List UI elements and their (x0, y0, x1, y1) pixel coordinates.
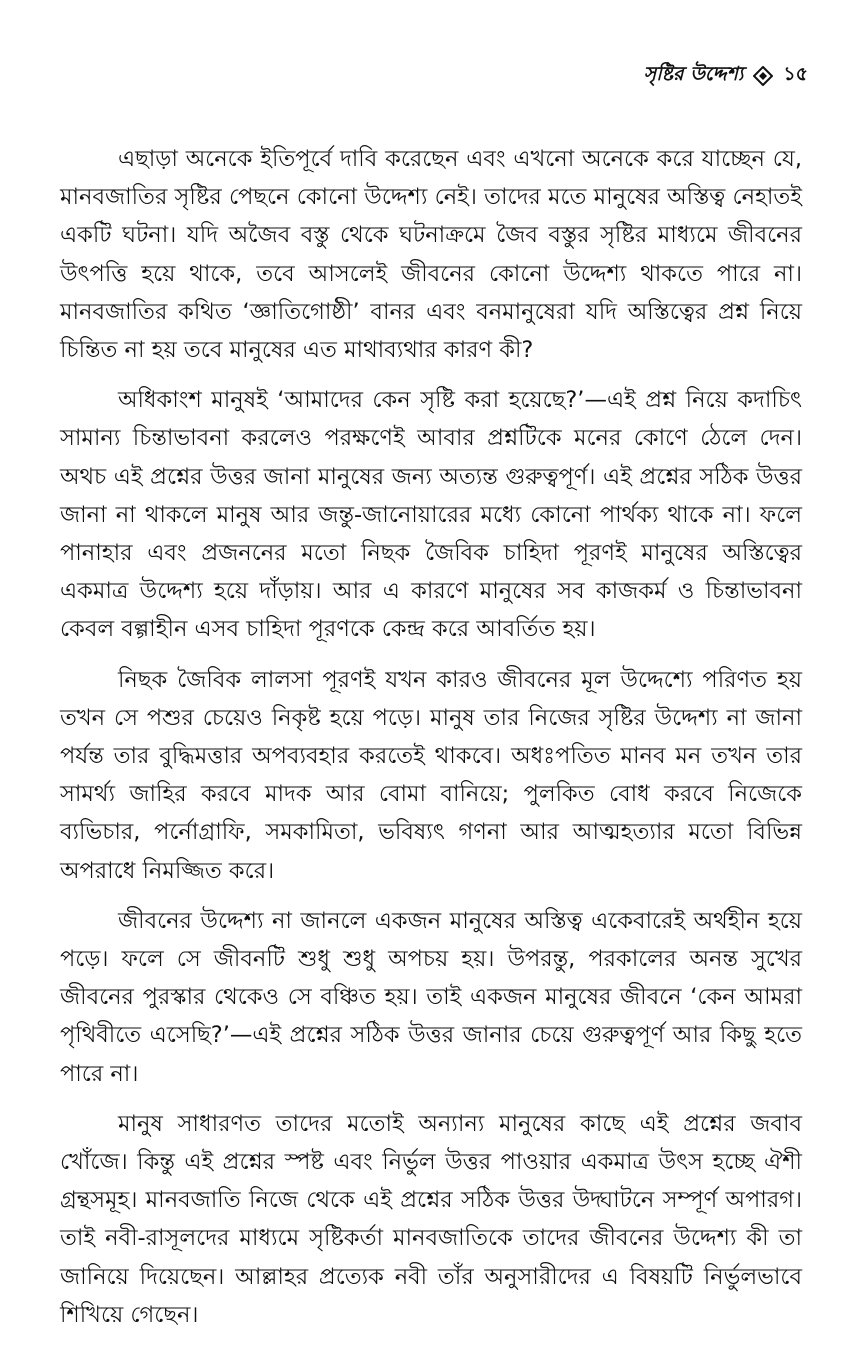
paragraph-1: এছাড়া অনেকে ইতিপূর্বে দাবি করেছেন এবং এখনো অনেকে করে যাচ্ছেন যে, মানবজাতির সৃষ্টির পেছনে কোনো উদ্দেশ্য নেই। তাদের মতে মানুষের অস্তিত্ব নেহাতই একটি ঘটনা। যদি অজৈব বস্তু থেকে ঘটনাক্রমে জৈব বস্তুর সৃষ্টির মাধ্যমে জীবনের উৎপত্তি হয়ে থাকে, তবে আসলেই জীবনের কোনো উদ্দেশ্য থাকতে পারে না। মানবজাতির কথিত ‘জ্ঞাতিগোষ্ঠী’ বানর এবং বনমানুষেরা যদি অস্তিত্বের প্রশ্ন নিয়ে চিন্তিত না হয় তবে মানুষের এত মাথাব্যথার কারণ কী? (60, 146, 802, 364)
body-text (60, 140, 802, 1346)
running-title: সৃষ্টির উদ্দেশ্য (643, 63, 744, 85)
running-header (644, 60, 808, 92)
paragraph-2: অধিকাংশ মানুষই ‘আমাদের কেন সৃষ্টি করা হয়েছে?’—এই প্রশ্ন নিয়ে কদাচিৎ সামান্য চিন্তাভাবনা করলেও পরক্ষণেই আবার প্রশ্নটিকে মনের কোণে ঠেলে দেন। অথচ এই প্রশ্নের উত্তর জানা মানুষের জন্য অত্যন্ত গুরুত্বপূর্ণ। এই প্রশ্নের সঠিক উত্তর জানা না থাকলে মানুষ আর জন্তু-জানোয়ারের মধ্যে কোনো পার্থক্য থাকে না। ফলে পানাহার এবং প্রজননের মতো নিছক জৈবিক চাহিদা পূরণই মানুষের অস্তিত্বের একমাত্র উদ্দেশ্য হয়ে দাঁড়ায়। আর এ কারণে মানুষের সব কাজকর্ম ও চিন্তাভাবনা কেবল বল্গাহীন এসব চাহিদা পূরণকে কেন্দ্র করে আবর্তিত হয়। (60, 387, 802, 643)
diamond-ornament-icon (753, 66, 773, 86)
paragraph-5: মানুষ সাধারণত তাদের মতোই অন্যান্য মানুষের কাছে এই প্রশ্নের জবাব খোঁজে। কিন্তু এই প্রশ্নের স্পষ্ট এবং নির্ভুল উত্তর পাওয়ার একমাত্র উৎস হচ্ছে ঐশী গ্রন্থসমূহ। মানবজাতি নিজে থেকে এই প্রশ্নের সঠিক উত্তর উদ্ঘাটনে সম্পূর্ণ অপারগ। তাই নবী-রাসূলদের মাধ্যমে সৃষ্টিকর্তা মানবজাতিকে তাদের জীবনের উদ্দেশ্য কী তা জানিয়ে দিয়েছেন। আল্লাহর প্রত্যেক নবী তাঁর অনুসারীদের এ বিষয়টি নির্ভুলভাবে শিখিয়ে গেছেন। (60, 1110, 802, 1328)
page-number: ১৫ (783, 63, 808, 85)
paragraph-4: জীবনের উদ্দেশ্য না জানলে একজন মানুষের অস্তিত্ব একেবারেই অর্থহীন হয়ে পড়ে। ফলে সে জীবনটি শুধু শুধু অপচয় হয়। উপরন্তু, পরকালের অনন্ত সুখের জীবনের পুরস্কার থেকেও সে বঞ্চিত হয়। তাই একজন মানুষের জীবনে ‘কেন আমরা পৃথিবীতে এসেছি?’—এই প্রশ্নের সঠিক উত্তর জানার চেয়ে গুরুত্বপূর্ণ আর কিছু হতে পারে না। (60, 907, 802, 1087)
paragraph-3: নিছক জৈবিক লালসা পূরণই যখন কারও জীবনের মূল উদ্দেশ্যে পরিণত হয় তখন সে পশুর চেয়েও নিকৃষ্ট হয়ে পড়ে। মানুষ তার নিজের সৃষ্টির উদ্দেশ্য না জানা পর্যন্ত তার বুদ্ধিমত্তার অপব্যবহার করতেই থাকবে। অধঃপতিত মানব মন তখন তার সামর্থ্য জাহির করবে মাদক আর বোমা বানিয়ে; পুলকিত বোধ করবে নিজেকে ব্যভিচার, পর্নোগ্রাফি, সমকামিতা, ভবিষ্যৎ গণনা আর আত্মহত্যার মতো বিভিন্ন অপরাধে নিমজ্জিত করে। (60, 666, 802, 884)
